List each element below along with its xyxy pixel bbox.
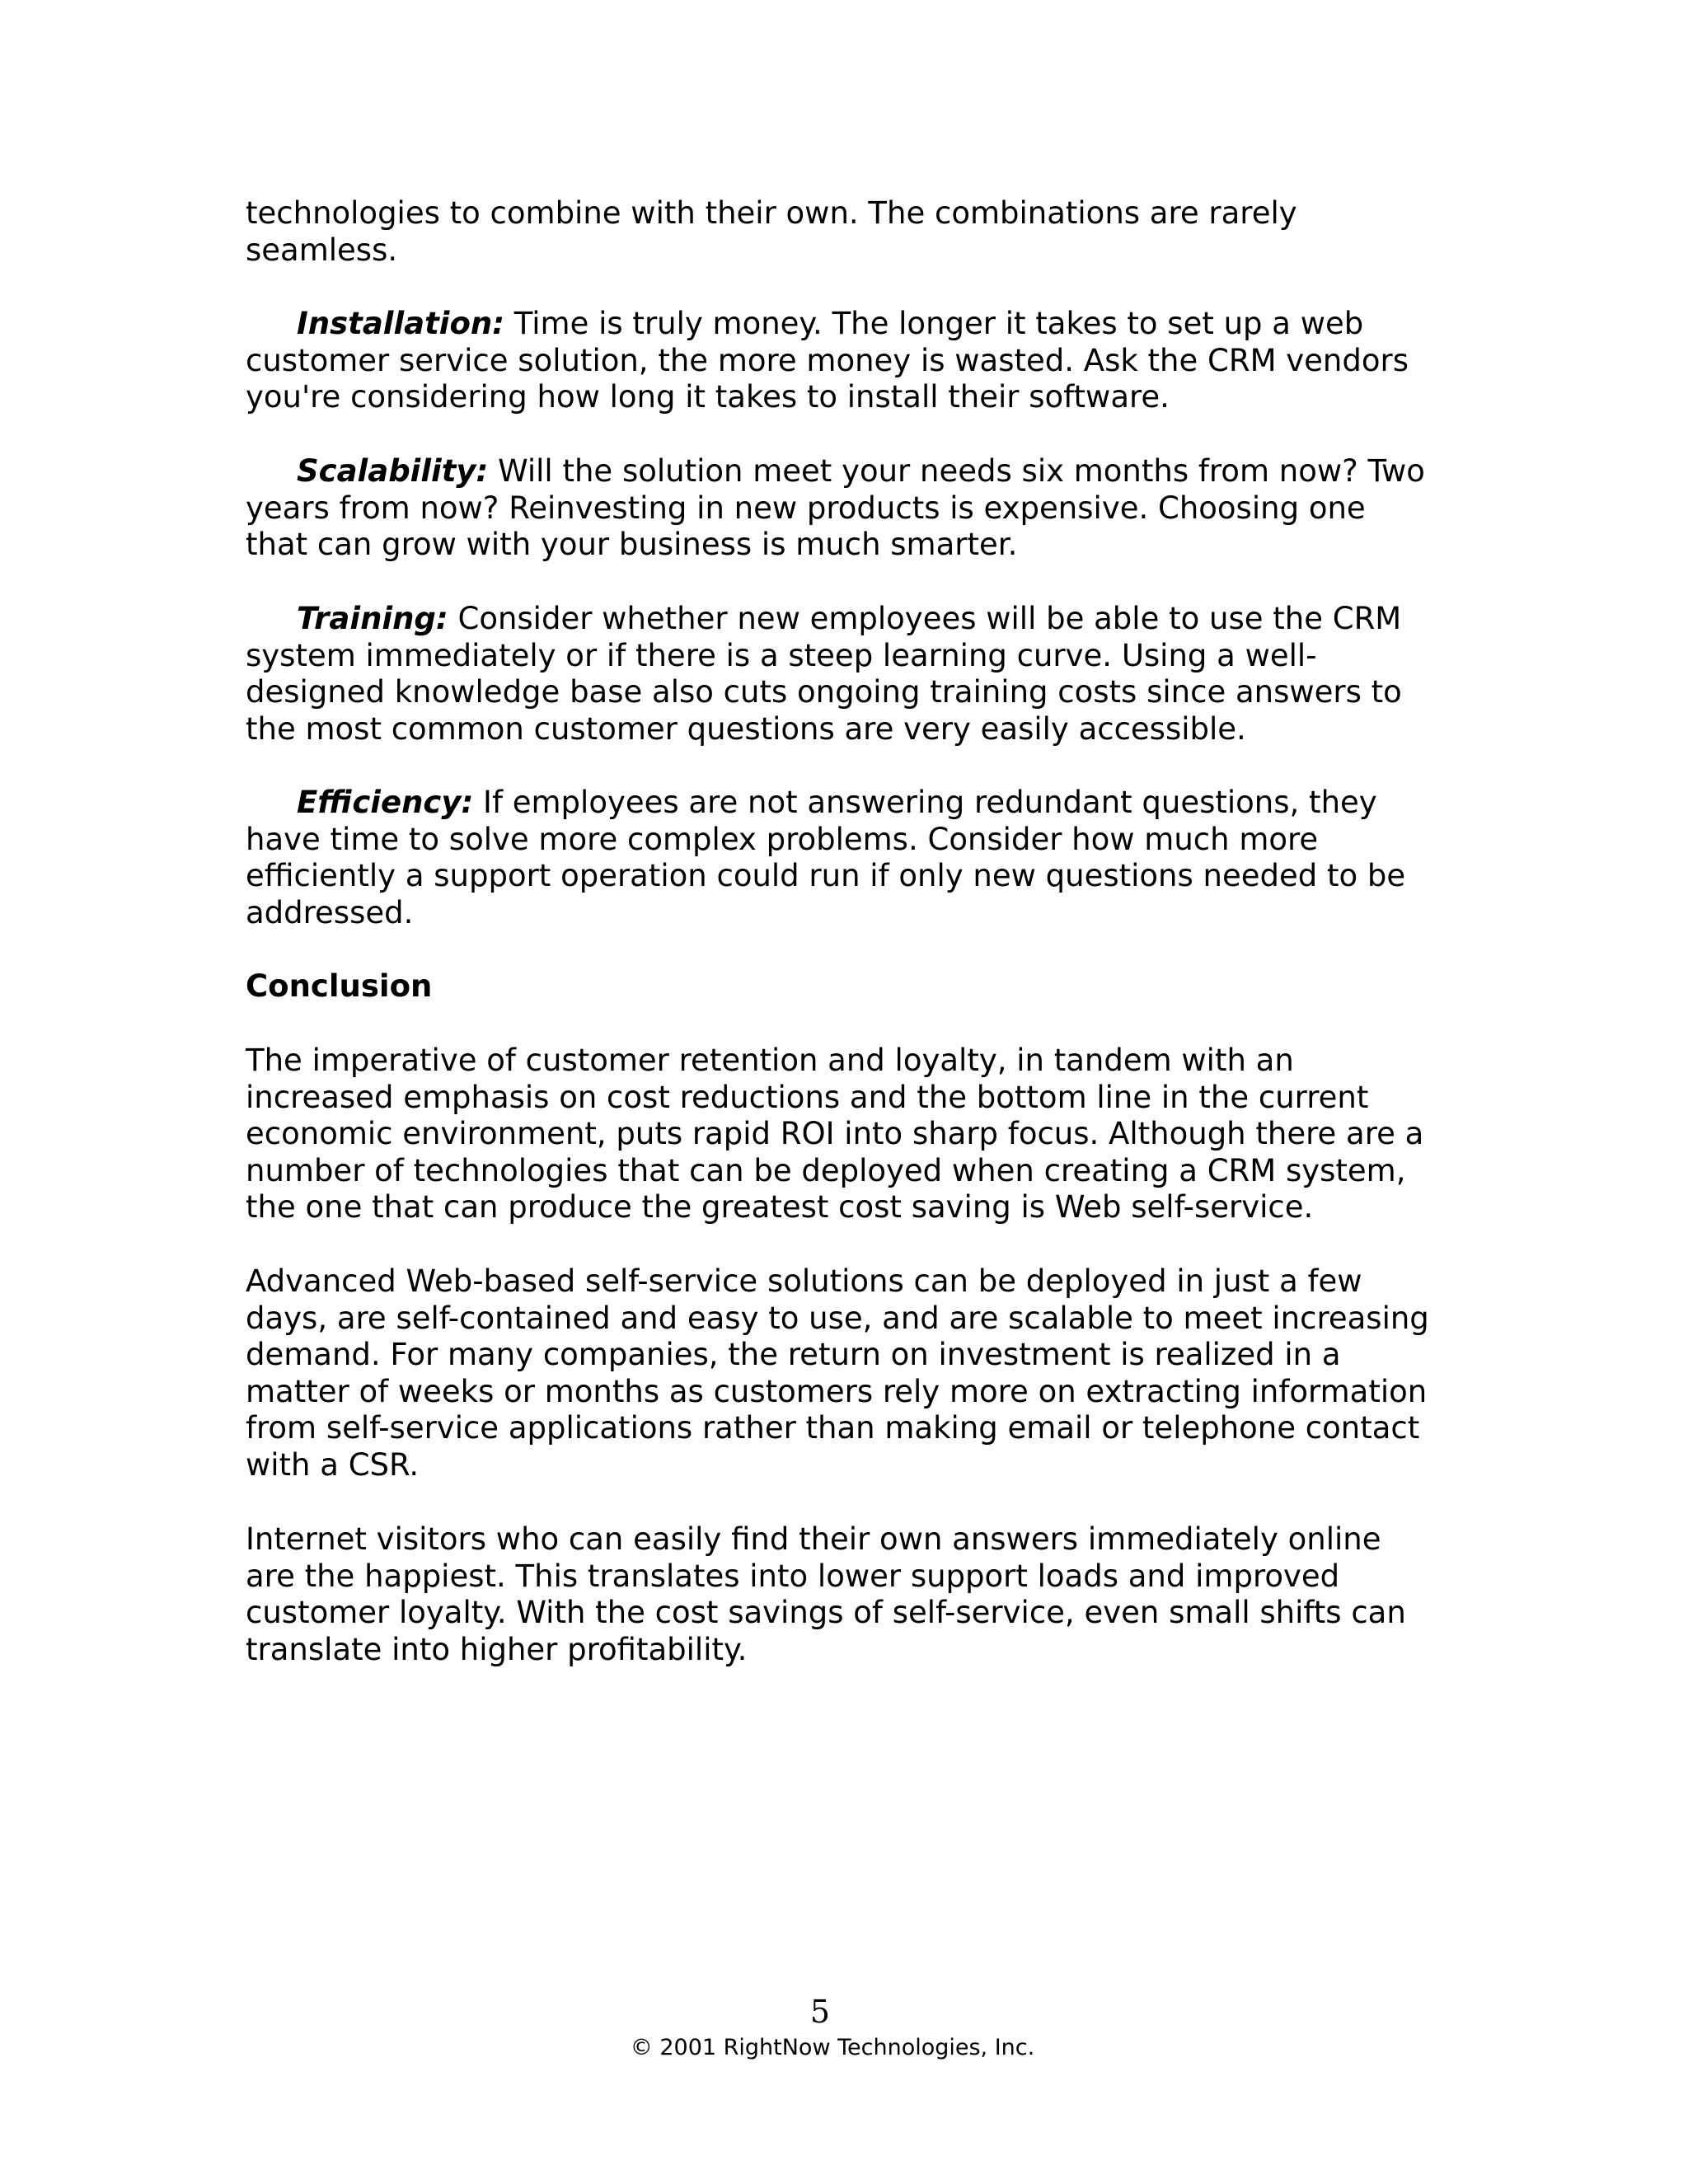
text-line: days, are self-contained and easy to use, and are scalable to meet increasing xyxy=(246,1300,1429,1336)
text-line: with a CSR. xyxy=(246,1446,420,1483)
text-line: Advanced Web-based self-service solutions can be deployed in just a few xyxy=(246,1263,1362,1299)
text-line: number of technologies that can be deployed when creating a CRM system, xyxy=(246,1152,1406,1188)
text-line: designed knowledge base also cuts ongoing training costs since answers to xyxy=(246,674,1402,710)
paragraph-scalability xyxy=(246,453,1449,564)
text-line: customer service solution, the more money is wasted. Ask the CRM vendors xyxy=(246,342,1409,378)
text-line: the one that can produce the greatest cost saving is Web self-service. xyxy=(246,1189,1314,1225)
text-line: addressed. xyxy=(246,894,414,930)
text-line: customer loyalty. With the cost savings of self-service, even small shifts can xyxy=(246,1595,1406,1630)
term-training: Training: xyxy=(297,601,448,636)
text-line: matter of weeks or months as customers rely more on extracting information xyxy=(246,1373,1428,1409)
text-line: Will the solution meet your needs six months from now? Two xyxy=(488,453,1425,489)
text-line: that can grow with your business is much smarter. xyxy=(246,527,1018,562)
text-line: are the happiest. This translates into lower support loads and improved xyxy=(246,1558,1340,1594)
paragraph-intro-continued xyxy=(246,195,1449,269)
paragraph-training xyxy=(246,601,1449,748)
text-line: Time is truly money. The longer it takes to set up a web xyxy=(504,306,1364,341)
text-line: system immediately or if there is a steep learning curve. Using a well- xyxy=(246,637,1317,673)
text-line: technologies to combine with their own. The combinations are rarely xyxy=(246,195,1297,231)
paragraph-conclusion-1 xyxy=(246,1043,1449,1226)
text-line: economic environment, puts rapid ROI into sharp focus. Although there are a xyxy=(246,1116,1424,1151)
text-line: have time to solve more complex problems. Consider how much more xyxy=(246,821,1319,857)
paragraph-efficiency xyxy=(246,785,1449,931)
term-scalability: Scalability: xyxy=(297,453,489,489)
text-line: efficiently a support operation could run if only new questions needed to be xyxy=(246,858,1406,893)
paragraph-installation xyxy=(246,306,1449,416)
term-efficiency: Efficiency: xyxy=(297,785,474,820)
text-line: The imperative of customer retention and loyalty, in tandem with an xyxy=(246,1043,1294,1078)
paragraph-conclusion-2 xyxy=(246,1263,1449,1483)
text-line: translate into higher profitability. xyxy=(246,1631,748,1667)
text-line: seamless. xyxy=(246,232,398,268)
page-number: 5 xyxy=(809,1994,831,2030)
text-line: increased emphasis on cost reductions and the bottom line in the current xyxy=(246,1079,1369,1115)
text-line: you're considering how long it takes to install their software. xyxy=(246,379,1170,415)
text-line: Consider whether new employees will be able to use the CRM xyxy=(448,601,1402,636)
copyright-notice: © 2001 RightNow Technologies, Inc. xyxy=(630,2035,1035,2060)
term-installation: Installation: xyxy=(297,306,505,341)
text-line: demand. For many companies, the return on investment is realized in a xyxy=(246,1337,1341,1372)
paragraph-conclusion-3 xyxy=(246,1521,1449,1668)
text-line: from self-service applications rather than making email or telephone contact xyxy=(246,1410,1420,1446)
section-heading-conclusion: Conclusion xyxy=(246,968,433,1004)
text-line: years from now? Reinvesting in new products is expensive. Choosing one xyxy=(246,490,1366,526)
text-line: the most common customer questions are very easily accessible. xyxy=(246,710,1246,747)
text-line: If employees are not answering redundant questions, they xyxy=(473,785,1377,820)
text-line: Internet visitors who can easily find their own answers immediately online xyxy=(246,1521,1381,1557)
